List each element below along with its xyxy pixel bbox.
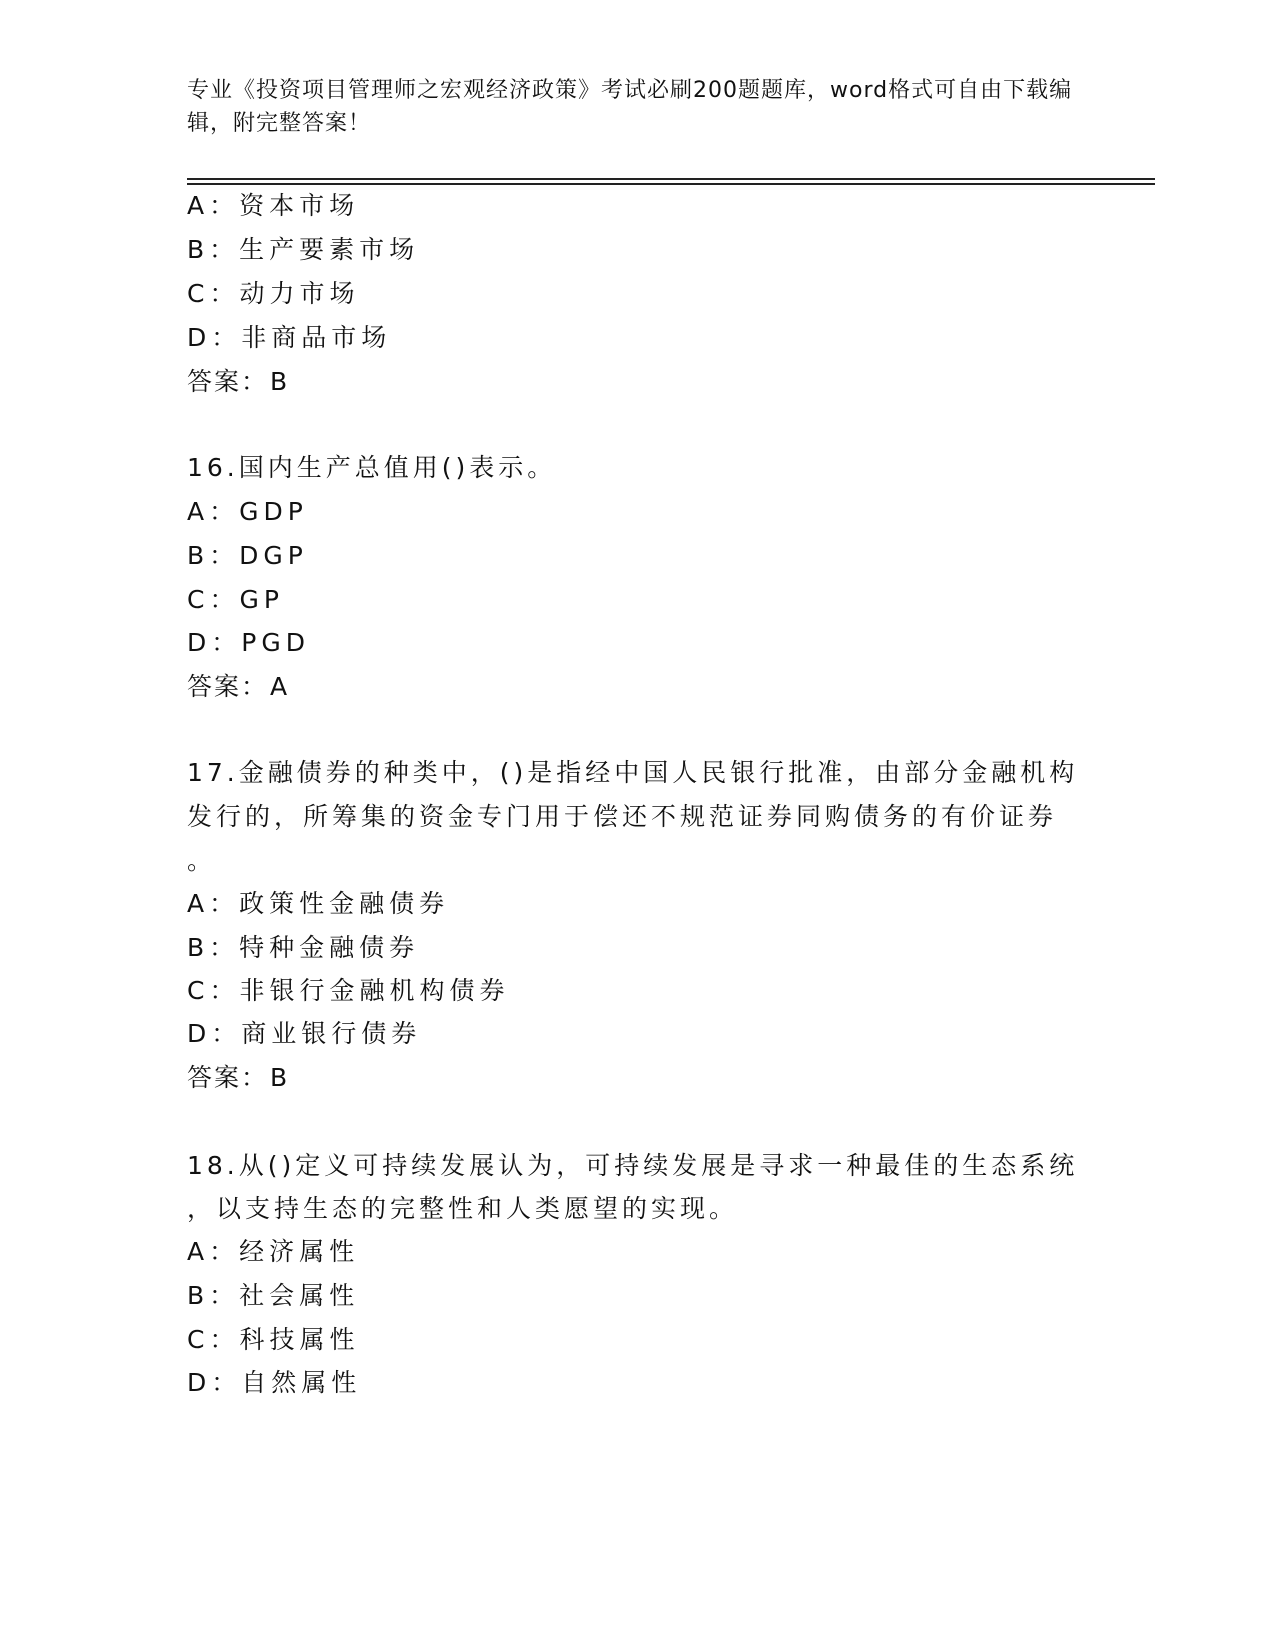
q16-option-d: D：PGD	[187, 628, 310, 657]
q17-option-b: B：特种金融债券	[187, 933, 420, 962]
q17-answer-label: 答案：	[187, 1063, 269, 1092]
header-divider-bottom	[187, 183, 1155, 185]
header-divider-top	[187, 178, 1155, 180]
q17-option-d: D：商业银行债券	[187, 1019, 422, 1048]
q17-option-a: A：政策性金融债券	[187, 889, 450, 918]
q15-option-b: B：生产要素市场	[187, 235, 420, 264]
q18-question-line-2: ，以支持生态的完整性和人类愿望的实现。	[187, 1194, 739, 1223]
q16-option-a: A：GDP	[187, 497, 308, 526]
document-header: 专业《投资项目管理师之宏观经济政策》考试必刷200题题库，word格式可自由下载编辑，附完整答案！	[187, 78, 1073, 136]
q15-option-a: A：资本市场	[187, 191, 360, 220]
q17-question-line-1: 17.金融债券的种类中，()是指经中国人民银行批准，由部分金融机构	[187, 758, 1079, 787]
q17-answer-value: B	[270, 1063, 290, 1092]
q16-answer	[187, 667, 289, 703]
q18-option-d: D：自然属性	[187, 1368, 362, 1397]
q18-option-c: C：科技属性	[187, 1325, 360, 1354]
q16-question: 16.国内生产总值用()表示。	[187, 453, 557, 482]
q18-option-a: A：经济属性	[187, 1237, 360, 1266]
q15-option-c: C：动力市场	[187, 279, 360, 308]
q17-question-line-2: 发行的，所筹集的资金专门用于偿还不规范证券同购债务的有价证券	[187, 802, 1058, 831]
q15-answer-label: 答案：	[187, 367, 269, 396]
q17-option-c: C：非银行金融机构债券	[187, 976, 510, 1005]
q15-answer-value: B	[270, 367, 290, 396]
q16-option-b: B：DGP	[187, 541, 308, 570]
q17-answer	[187, 1058, 289, 1094]
q16-option-c: C：GP	[187, 585, 284, 614]
q18-option-b: B：社会属性	[187, 1281, 360, 1310]
q18-question-line-1: 18.从()定义可持续发展认为，可持续发展是寻求一种最佳的生态系统	[187, 1151, 1079, 1180]
q16-answer-value: A	[270, 672, 290, 701]
q17-question-line-3: 。	[187, 846, 217, 875]
q15-answer	[187, 362, 289, 398]
q16-answer-label: 答案：	[187, 672, 269, 701]
q15-option-d: D：非商品市场	[187, 323, 392, 352]
